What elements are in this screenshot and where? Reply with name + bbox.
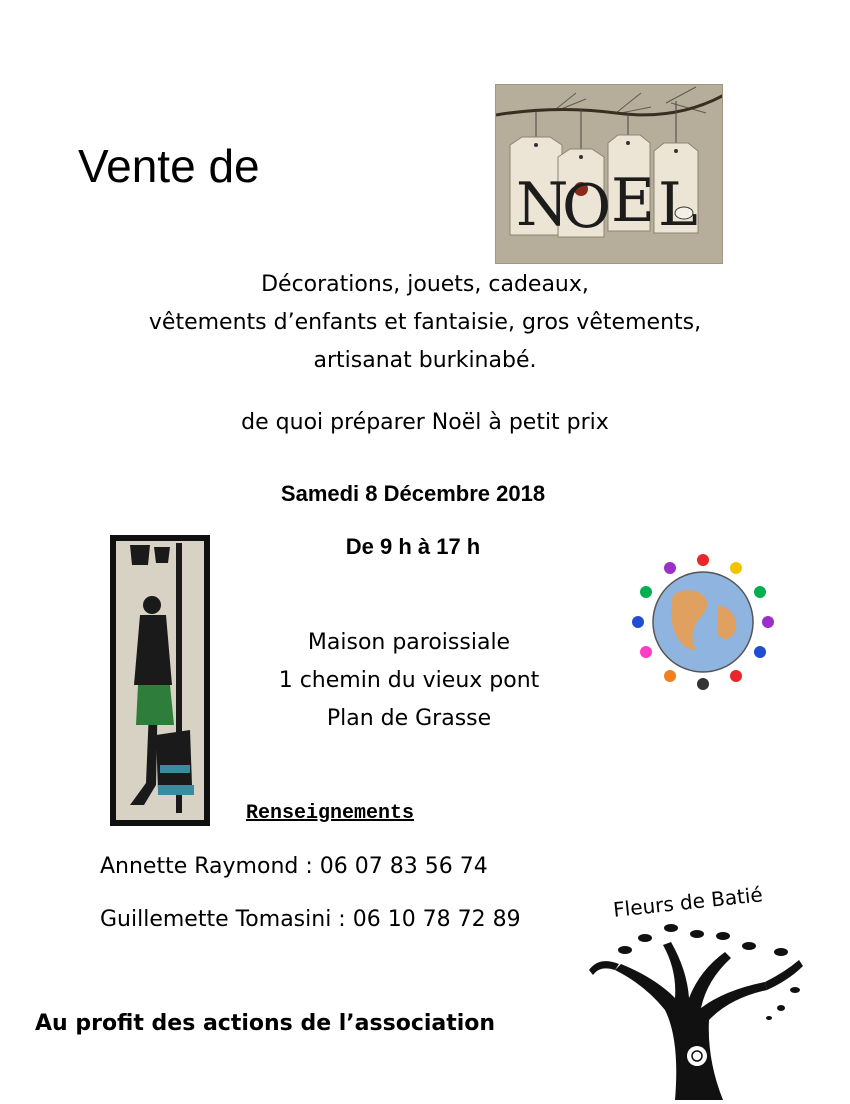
noel-tags-illustration [496,85,723,264]
tree-logo [585,890,815,1100]
address-line: Plan de Grasse [326,706,492,731]
contact-line: Guillemette Tomasini : 06 10 78 72 89 [100,907,521,932]
noel-letter: E [611,166,655,236]
description [0,266,850,380]
tagline: de quoi préparer Noël à petit prix [241,410,609,435]
description-line: Décorations, jouets, cadeaux, [261,272,589,297]
noel-letter: N [516,170,569,240]
description-line: vêtements d’enfants et fantaisie, gros vêtements, [148,310,702,335]
footer-note: Au profit des actions de l’association [35,1011,496,1036]
address-line: 1 chemin du vieux pont [278,668,540,693]
noel-banner-image [495,84,723,264]
info-heading: Renseignements [246,802,415,825]
address [0,624,834,738]
contact-line: Annette Raymond : 06 07 83 56 74 [100,854,488,879]
event-date: Samedi 8 Décembre 2018 [280,481,546,506]
logo-text: Fleurs de Batié [612,882,764,922]
event-hours: De 9 h à 17 h [345,534,481,559]
noel-letter: L [658,170,698,240]
noel-letter: O [562,172,612,242]
page-title: Vente de [78,140,260,192]
address-line: Maison paroissiale [307,630,511,655]
description-line: artisanat burkinabé. [313,348,537,373]
